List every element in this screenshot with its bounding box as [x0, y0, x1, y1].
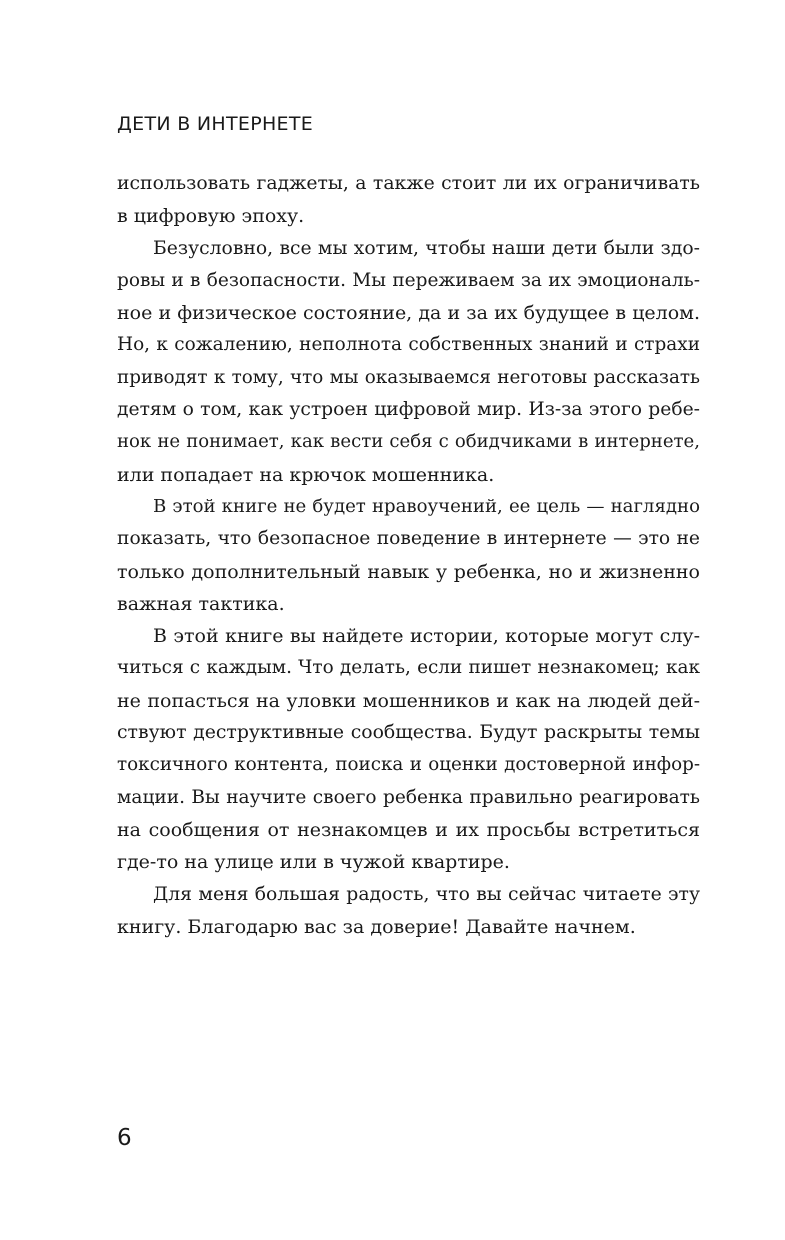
text-line: только дополнительный навык у ребенка, но и жизненно: [117, 560, 700, 583]
text-line: в цифровую эпоху.: [117, 205, 305, 228]
paragraph: [117, 491, 700, 620]
page-number: 6: [117, 1125, 132, 1151]
text-line: книгу. Благодарю вас за доверие! Давайте начнем.: [117, 915, 636, 938]
text-line: В этой книге вы найдете истории, которые могут слу-: [153, 625, 700, 648]
text-line: токсичного контента, поиска и оценки достоверной инфор-: [117, 754, 700, 776]
text-line: В этой книге не будет нравоучений, ее цель — наглядно: [153, 495, 700, 517]
text-line: нок не понимает, как вести себя с обидчиками в интернете,: [117, 431, 700, 453]
text-line: мации. Вы научите своего ребенка правильно реагировать: [117, 786, 700, 808]
text-line: Для меня большая радость, что вы сейчас читаете эту: [153, 883, 700, 905]
text-line: ровы и в безопасности. Мы переживаем за их эмоциональ-: [117, 269, 700, 291]
text-line: Безусловно, все мы хотим, чтобы наши дети были здо-: [153, 237, 700, 259]
text-line: показать, что безопасное поведение в интернете — это не: [117, 528, 700, 550]
text-line: ствуют деструктивные сообщества. Будут раскрыты темы: [117, 722, 700, 744]
paragraph: [117, 879, 700, 944]
text-line: важная тактика.: [117, 592, 285, 615]
text-line: детям о том, как устроен цифровой мир. Из-за этого ребе-: [117, 399, 700, 421]
text-line: на сообщения от незнакомцев и их просьбы встретиться: [117, 818, 700, 841]
text-line: где-то на улице или в чужой квартире.: [117, 851, 510, 874]
text-line: приводят к тому, что мы оказываемся неготовы рассказать: [117, 366, 700, 388]
paragraph: [117, 168, 700, 233]
body-text: [117, 168, 700, 943]
text-line: ное и физическое состояние, да и за их будущее в целом.: [117, 302, 700, 325]
text-line: или попадает на крючок мошенника.: [117, 463, 495, 486]
paragraph: [117, 233, 700, 491]
text-line: читься с каждым. Что делать, если пишет незнакомец; как: [117, 657, 700, 679]
text-line: не попасться на уловки мошенников и как на людей дей-: [117, 689, 700, 712]
text-line: использовать гаджеты, а также стоит ли их ограничивать: [117, 173, 700, 194]
text-line: Но, к сожалению, неполнота собственных знаний и страхи: [117, 334, 700, 356]
running-head: ДЕТИ В ИНТЕРНЕТЕ: [117, 113, 314, 135]
paragraph: [117, 620, 700, 878]
